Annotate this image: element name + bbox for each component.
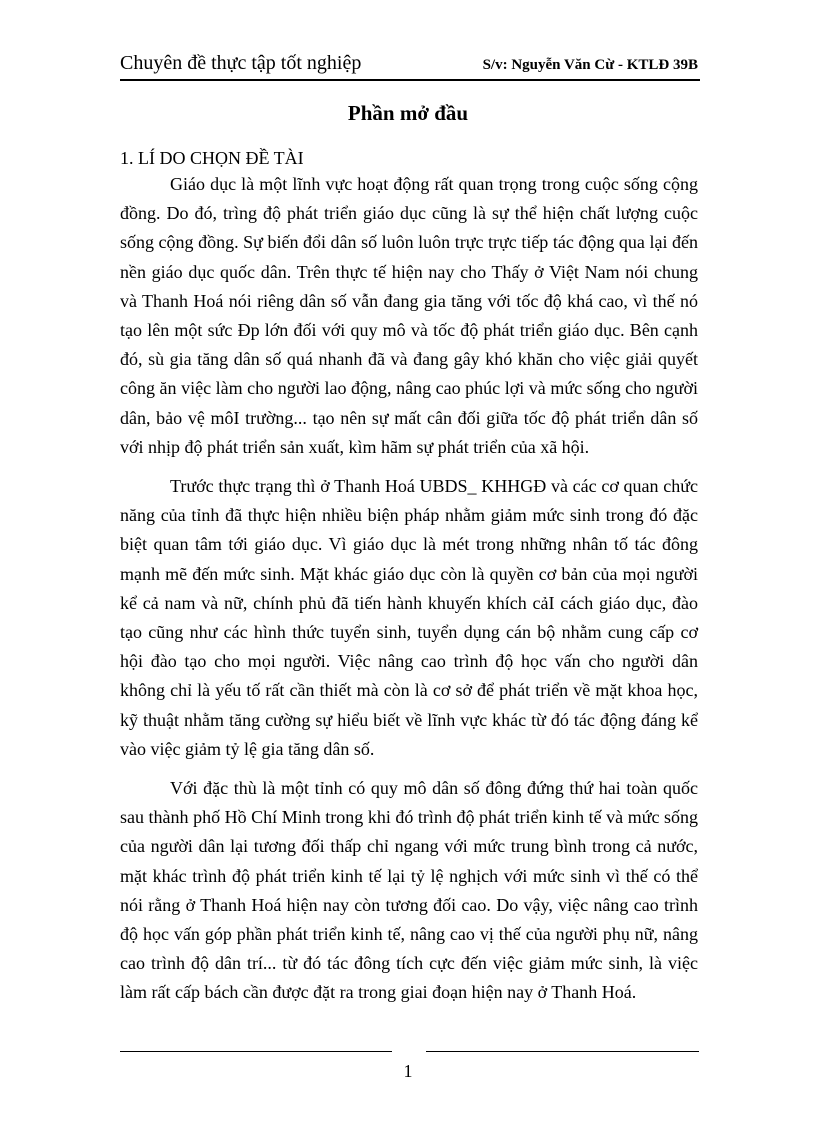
footer-rule-left [120, 1051, 392, 1052]
paragraph-3: Với đặc thù là một tỉnh có quy mô dân số đông đứng thứ hai toàn quốc sau thành phố Hồ Chí Minh trong khi đó trình độ phát triển kinh tế và mức sống của người dân lại tương đối thấp chỉ ngang với mức trung bình trong cả nước, mặt khác trình độ phát triển kinh tế lại tỷ lệ nghịch với mức sinh vì thế có thể nói rằng ở Thanh Hoá hiện nay còn tương đối cao. Do vậy, việc nâng cao trình độ học vấn góp phần phát triển kinh tế, nâng cao vị thế của người phụ nữ, nâng cao trình độ dân trí... từ đó tác đông tích cực đến việc giảm mức sinh, là việc làm rất cấp bách cần được đặt ra trong giai đoạn hiện nay ở Thanh Hoá. [120, 778, 698, 1003]
page-title: Phần mở đầu [347, 101, 469, 125]
footer-rule-right [426, 1051, 699, 1052]
header-author: S/v: Nguyễn Văn Cừ - KTLĐ 39B [482, 57, 698, 73]
paragraph-1: Giáo dục là một lĩnh vực hoạt động rất quan trọng trong cuộc sống cộng đồng. Do đó, trìng độ phát triển giáo dục cũng là sự thể hiện chất lượng cuộc sống cộng đồng. Sự biến đổi dân số luôn luôn trực trực tiếp tác động qua lại đến nền giáo dục quốc dân. Trên thực tế hiện nay cho Thấy ở Việt Nam nói chung và Thanh Hoá nói riêng dân số vẫn đang gia tăng với tốc độ khá cao, vì thế nó tạo lên một sức Ðp lớn đối với quy mô và tốc độ phát triển giáo dục. Bên cạnh đó, sù gia tăng dân số quá nhanh đã và đang gây khó khăn cho việc giải quyết công ăn việc làm cho người lao động, nâng cao phúc lợi và mức sống cho người dân, bảo vệ môI trường... tạo nên sự mất cân đối giữa tốc độ phát triển dân số với nhịp độ phát triển sản xuất, kìm hãm sự phát triển của xã hội. [120, 174, 698, 457]
paragraph-2: Trước thực trạng thì ở Thanh Hoá UBDS_ KHHGĐ và các cơ quan chức năng của tỉnh đã thực hiện nhiều biện pháp nhằm giảm mức sinh trong đó đặc biệt quan tâm tới giáo dục. Vì giáo dục là mét trong những nhân tố tác đông mạnh mẽ đến mức sinh. Mặt khác giáo dục còn là quyền cơ bản của mọi người kể cả nam và nữ, chính phủ đã tiến hành khuyến khích cảI cách giáo dục, đào tạo cũng như các hình thức tuyển sinh, tuyển dụng cán bộ nhằm cung cấp cơ hội đào tạo cho mọi người. Việc nâng cao trình độ học vấn cho người dân không chỉ là yếu tố rất cần thiết mà còn là cơ sở để phát triển về mặt khoa học, kỹ thuật nhằm tăng cường sự hiểu biết về lĩnh vực khác từ đó tác động đáng kể vào việc giảm tỷ lệ gia tăng dân số. [120, 476, 698, 759]
page-header [120, 52, 700, 82]
header-rule [120, 79, 700, 81]
section-heading: 1. LÍ DO CHỌN ĐỀ TÀI [120, 148, 304, 168]
page-number: 1 [403, 1061, 413, 1081]
header-document-title: Chuyên đề thực tập tốt nghiệp [120, 52, 362, 74]
body-text [120, 170, 698, 1018]
